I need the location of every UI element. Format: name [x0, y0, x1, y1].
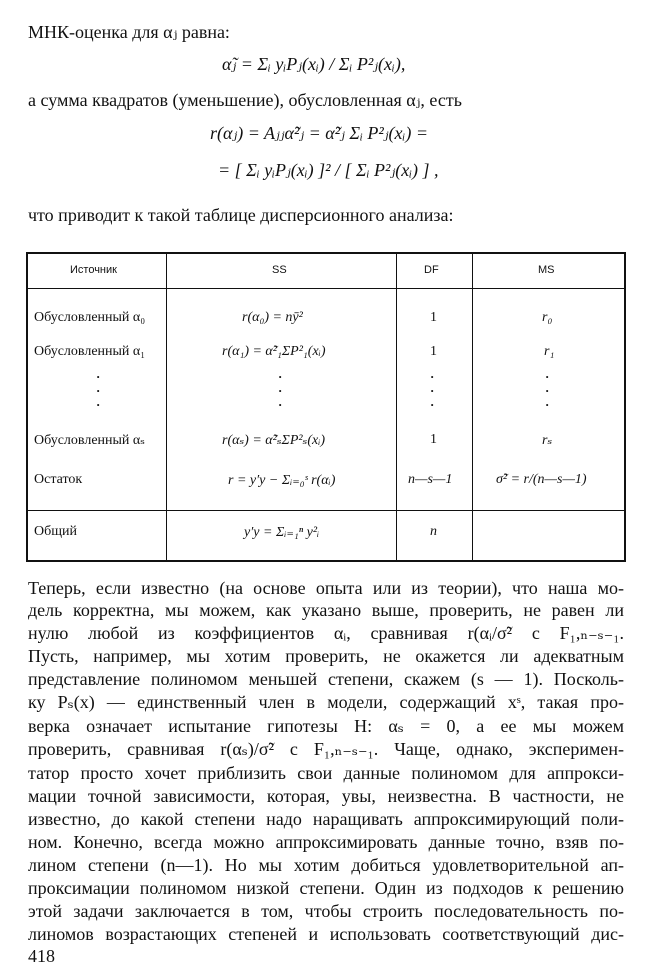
row-alpha0-df: 1 [430, 310, 437, 325]
body-line-13: лином степени (n—1). Но мы хотим добиться удовлетворительной ап- [28, 855, 624, 875]
body-line-3: нулю любой из коэффициентов αᵢ, сравнивая r(αᵢ/σ̃² с F₁,ₙ₋ₛ₋₁. [28, 623, 624, 643]
body-line-10: мации точной зависимости, которая, увы, неизвестна. В частности, не [28, 786, 624, 806]
ellipsis-ss: · · · [278, 369, 283, 412]
header-df: DF [424, 264, 439, 276]
row-alpha1-ms: r₁ [544, 344, 555, 359]
intro-line-2: а сумма квадратов (уменьшение), обусловленная αⱼ, есть [28, 90, 462, 110]
row-residual-df: n—s—1 [408, 472, 453, 487]
header-ms: MS [538, 264, 555, 276]
row-alpha0-source: Обусловленный α₀ [34, 310, 146, 325]
intro-line-1: МНК-оценка для αⱼ равна: [28, 22, 230, 42]
row-residual-source: Остаток [34, 472, 83, 487]
ellipsis-df: · · · [430, 369, 435, 412]
table-rule-bottom [26, 560, 626, 562]
body-line-7: верка означает испытание гипотезы H: αₛ = 0, а ее мы можем [28, 716, 624, 736]
ellipsis-source: · · · [96, 369, 101, 412]
intro-line-3: что приводит к такой таблице дисперсионного анализа: [28, 205, 454, 225]
body-line-8: проверить, сравнивая r(αₛ)/σ̃² с F₁,ₙ₋ₛ₋₁. Чаще, однако, эксперимен- [28, 739, 624, 759]
anova-table [26, 252, 626, 562]
row-alpha1-source: Обусловленный α₁ [34, 344, 146, 359]
body-line-16: линомов возрастающих степеней и использовать соответствующий дис- [28, 924, 624, 944]
table-border-left [26, 252, 28, 562]
row-total-source: Общий [34, 524, 77, 539]
body-line-12: ном. Конечно, всегда можно аппроксимировать данные точно, взяв по- [28, 832, 624, 852]
body-line-2: дель корректна, мы можем, как указано выше, проверить, не равен ли [28, 600, 624, 620]
row-total-df: n [430, 524, 437, 539]
header-source: Источник [70, 264, 117, 276]
row-alphas-df: 1 [430, 432, 437, 447]
formula-alpha-estimate: α̃ⱼ = Σᵢ yᵢPⱼ(xᵢ) / Σᵢ P²ⱼ(xᵢ), [222, 54, 406, 74]
row-total-ss: y′y = Σᵢ₌₁ⁿ y²ᵢ [244, 525, 320, 540]
table-rule-header [26, 288, 626, 289]
table-col-divider-3 [472, 252, 473, 562]
body-line-15: этой задачи заключается в том, чтобы строить последовательность по- [28, 901, 624, 921]
body-line-5: представление полиномом меньшей степени, скажем (s — 1). Посколь- [28, 669, 624, 689]
ellipsis-ms: · · · [545, 369, 550, 412]
table-col-divider-2 [396, 252, 397, 562]
body-line-1: Теперь, если известно (на основе опыта или из теории), что наша мо- [28, 578, 624, 598]
header-ss: SS [272, 264, 287, 276]
body-line-9: татор просто хочет приблизить свои данные полиномом для аппрокси- [28, 763, 624, 783]
body-line-4: Пусть, например, мы хотим проверить, не окажется ли адекватным [28, 646, 624, 666]
table-border-right [624, 252, 626, 562]
row-residual-ms: σ̃² = r/(n—s—1) [496, 472, 587, 487]
formula-sum-squares-a: r(αⱼ) = Aⱼⱼα̃²ⱼ = α̃²ⱼ Σᵢ P²ⱼ(xᵢ) = [210, 123, 429, 143]
page-number: 418 [28, 946, 55, 966]
table-rule-top [26, 252, 626, 254]
row-alphas-source: Обусловленный αₛ [34, 433, 145, 448]
row-alpha1-df: 1 [430, 344, 437, 359]
row-residual-ss: r = y′y − Σᵢ₌₀ˢ r(αᵢ) [228, 473, 336, 488]
row-alphas-ms: rₛ [542, 433, 553, 448]
body-line-11: известно, до какой степени надо наращивать аппроксимирующий поли- [28, 809, 624, 829]
table-col-divider-1 [166, 252, 167, 562]
body-line-14: проксимации полиномом низкой степени. Один из подходов к решению [28, 878, 624, 898]
formula-sum-squares-b: = [ Σᵢ yᵢPⱼ(xᵢ) ]² / [ Σᵢ P²ⱼ(xᵢ) ] , [218, 160, 439, 180]
table-rule-total [26, 510, 626, 511]
row-alpha0-ss: r(α₀) = nȳ² [242, 310, 303, 325]
row-alpha0-ms: r₀ [542, 310, 553, 325]
row-alphas-ss: r(αₛ) = α̃²ₛΣP²ₛ(xᵢ) [222, 433, 326, 448]
body-line-6: ку Pₛ(x) — единственный член в модели, содержащий xˢ, такая про- [28, 692, 624, 712]
row-alpha1-ss: r(α₁) = α̃²₁ΣP²₁(xᵢ) [222, 344, 326, 359]
